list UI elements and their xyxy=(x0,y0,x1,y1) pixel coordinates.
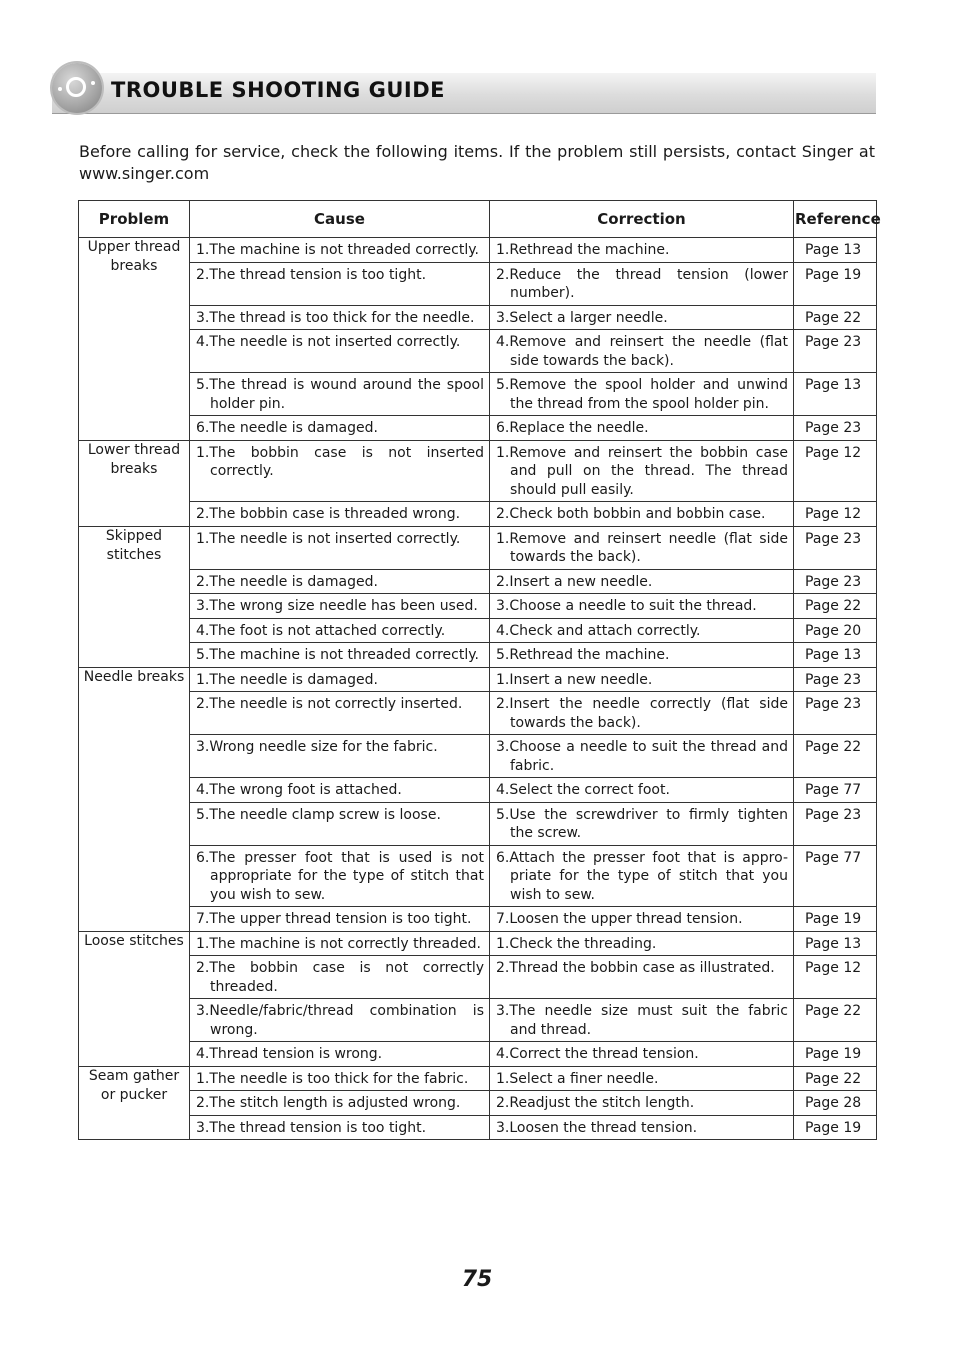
correction-cell xyxy=(490,262,794,305)
cause-cell xyxy=(190,802,490,845)
cause-cell xyxy=(190,526,490,569)
cause-text: 4.The needle is not inserted correctly. xyxy=(196,334,461,350)
cause-text: 6.The presser foot that is used is not appropriate for the type of stitch that you wish to sew. xyxy=(196,849,484,903)
reference-cell: Page 19 xyxy=(794,262,877,305)
correction-cell xyxy=(490,416,794,441)
table-row xyxy=(79,305,877,330)
table-row xyxy=(79,778,877,803)
cause-cell xyxy=(190,416,490,441)
correction-text: 1.Rethread the machine. xyxy=(496,242,670,258)
problem-cell: Upper thread breaks xyxy=(79,238,190,441)
correction-cell xyxy=(490,643,794,668)
table-row xyxy=(79,735,877,778)
cause-text: 2.The stitch length is adjusted wrong. xyxy=(196,1095,461,1111)
reference-cell: Page 19 xyxy=(794,1115,877,1140)
cause-text: 2.The needle is not correctly inserted. xyxy=(196,696,463,712)
reference-cell: Page 13 xyxy=(794,643,877,668)
table-row xyxy=(79,802,877,845)
reference-cell: Page 12 xyxy=(794,502,877,527)
reference-cell: Page 23 xyxy=(794,667,877,692)
cause-text: 5.The machine is not threaded correctly. xyxy=(196,647,479,663)
reference-cell: Page 77 xyxy=(794,845,877,907)
cause-text: 1.The machine is not correctly threaded. xyxy=(196,935,481,952)
header-reference: Reference xyxy=(794,201,877,238)
cause-text: 2.The bobbin case is threaded wrong. xyxy=(196,506,461,522)
correction-cell xyxy=(490,618,794,643)
problem-cell: Loose stitches xyxy=(79,931,190,1066)
cause-cell xyxy=(190,999,490,1042)
cause-text: 3.The wrong size needle has been used. xyxy=(196,598,478,614)
reference-cell: Page 20 xyxy=(794,618,877,643)
correction-cell xyxy=(490,238,794,263)
cause-cell xyxy=(190,845,490,907)
cause-text: 3.The thread is too thick for the needle. xyxy=(196,309,475,326)
reference-cell: Page 23 xyxy=(794,692,877,735)
singer-logo-icon xyxy=(52,63,102,113)
cause-text: 6.The needle is damaged. xyxy=(196,420,378,436)
cause-text: 1.The needle is damaged. xyxy=(196,671,378,688)
cause-cell xyxy=(190,956,490,999)
cause-text: 1.The needle is not inserted correctly. xyxy=(196,530,461,547)
cause-text: 2.The thread tension is too tight. xyxy=(196,266,427,283)
table-row xyxy=(79,1091,877,1116)
correction-cell xyxy=(490,907,794,932)
cause-cell xyxy=(190,569,490,594)
reference-cell: Page 22 xyxy=(794,735,877,778)
correction-text: 2.Insert the needle correctly (flat side towards the back). xyxy=(496,696,788,731)
header-cause: Cause xyxy=(190,201,490,238)
reference-cell: Page 13 xyxy=(794,373,877,416)
table-row xyxy=(79,262,877,305)
cause-cell xyxy=(190,330,490,373)
correction-cell xyxy=(490,778,794,803)
correction-cell xyxy=(490,931,794,956)
reference-cell: Page 22 xyxy=(794,594,877,619)
cause-cell xyxy=(190,262,490,305)
correction-cell xyxy=(490,845,794,907)
table-row xyxy=(79,643,877,668)
reference-cell: Page 77 xyxy=(794,778,877,803)
cause-cell xyxy=(190,692,490,735)
problem-cell: Needle breaks xyxy=(79,667,190,931)
correction-text: 1.Insert a new needle. xyxy=(496,671,653,688)
correction-text: 4.Correct the thread tension. xyxy=(496,1046,699,1062)
table-row xyxy=(79,238,877,263)
reference-cell: Page 22 xyxy=(794,305,877,330)
table-row xyxy=(79,373,877,416)
cause-text: 3.Needle/fabric/thread combination is wrong. xyxy=(196,1003,484,1038)
table-row xyxy=(79,999,877,1042)
table-row xyxy=(79,907,877,932)
table-row xyxy=(79,330,877,373)
cause-cell xyxy=(190,667,490,692)
correction-cell xyxy=(490,956,794,999)
problem-cell: Seam gather or pucker xyxy=(79,1066,190,1140)
cause-text: 3.The thread tension is too tight. xyxy=(196,1119,427,1136)
cause-text: 5.The thread is wound around the spool holder pin. xyxy=(196,377,484,412)
table-row xyxy=(79,956,877,999)
troubleshooting-table xyxy=(78,200,881,1140)
header-correction: Correction xyxy=(490,201,794,238)
reference-cell: Page 12 xyxy=(794,956,877,999)
cause-cell xyxy=(190,1042,490,1067)
cause-text: 5.The needle clamp screw is loose. xyxy=(196,806,441,823)
correction-cell xyxy=(490,526,794,569)
table-row xyxy=(79,692,877,735)
correction-cell xyxy=(490,1042,794,1067)
correction-text: 4.Select the correct foot. xyxy=(496,782,670,798)
cause-cell xyxy=(190,594,490,619)
reference-cell: Page 13 xyxy=(794,238,877,263)
table-row xyxy=(79,845,877,907)
table-row xyxy=(79,440,877,502)
cause-text: 3.Wrong needle size for the fabric. xyxy=(196,739,438,755)
problem-cell: Skipped stitches xyxy=(79,526,190,667)
reference-cell: Page 23 xyxy=(794,569,877,594)
correction-cell xyxy=(490,999,794,1042)
correction-text: 2.Insert a new needle. xyxy=(496,573,653,590)
reference-cell: Page 23 xyxy=(794,416,877,441)
correction-text: 5.Remove the spool holder and unwind the thread from the spool holder pin. xyxy=(496,377,788,412)
correction-text: 3.Choose a needle to suit the thread. xyxy=(496,598,757,614)
correction-cell xyxy=(490,569,794,594)
cause-cell xyxy=(190,440,490,502)
table-row xyxy=(79,618,877,643)
cause-text: 2.The bobbin case is not correctly threaded. xyxy=(196,960,484,995)
correction-text: 3.Choose a needle to suit the thread and fabric. xyxy=(496,739,788,774)
correction-text: 5.Use the screwdriver to firmly tighten the screw. xyxy=(496,806,788,841)
reference-cell: Page 19 xyxy=(794,1042,877,1067)
cause-cell xyxy=(190,778,490,803)
cause-cell xyxy=(190,238,490,263)
correction-text: 3.Select a larger needle. xyxy=(496,309,668,326)
correction-text: 6.Attach the presser foot that is appro-priate for the type of stitch that you wish to sew. xyxy=(496,849,788,903)
page-number: 75 xyxy=(461,1267,493,1292)
reference-cell: Page 23 xyxy=(794,330,877,373)
correction-text: 6.Replace the needle. xyxy=(496,420,649,436)
correction-cell xyxy=(490,667,794,692)
correction-cell xyxy=(490,440,794,502)
cause-cell xyxy=(190,305,490,330)
cause-text: 7.The upper thread tension is too tight. xyxy=(196,911,472,927)
correction-text: 3.The needle size must suit the fabric and thread. xyxy=(496,1003,788,1038)
cause-cell xyxy=(190,1091,490,1116)
table-row xyxy=(79,526,877,569)
cause-text: 1.The needle is too thick for the fabric. xyxy=(196,1070,469,1087)
table-row xyxy=(79,1115,877,1140)
correction-cell xyxy=(490,1091,794,1116)
header-problem: Problem xyxy=(79,201,190,238)
reference-cell: Page 28 xyxy=(794,1091,877,1116)
correction-text: 1.Check the threading. xyxy=(496,935,657,952)
correction-text: 2.Reduce the thread tension (lower number). xyxy=(496,266,788,301)
correction-cell xyxy=(490,594,794,619)
reference-cell: Page 23 xyxy=(794,526,877,569)
cause-text: 4.The wrong foot is attached. xyxy=(196,782,402,798)
cause-cell xyxy=(190,931,490,956)
correction-text: 1.Select a finer needle. xyxy=(496,1070,659,1087)
correction-text: 5.Rethread the machine. xyxy=(496,647,670,663)
table-row xyxy=(79,1066,877,1091)
cause-text: 4.Thread tension is wrong. xyxy=(196,1046,383,1062)
correction-cell xyxy=(490,1066,794,1091)
cause-cell xyxy=(190,618,490,643)
cause-cell xyxy=(190,373,490,416)
table-row xyxy=(79,931,877,956)
correction-cell xyxy=(490,1115,794,1140)
correction-text: 2.Check both bobbin and bobbin case. xyxy=(496,506,766,522)
table-row xyxy=(79,667,877,692)
correction-cell xyxy=(490,502,794,527)
correction-cell xyxy=(490,305,794,330)
reference-cell: Page 12 xyxy=(794,440,877,502)
cause-cell xyxy=(190,735,490,778)
reference-cell: Page 22 xyxy=(794,1066,877,1091)
page-title: TROUBLE SHOOTING GUIDE xyxy=(111,78,445,102)
table-row xyxy=(79,1042,877,1067)
cause-cell xyxy=(190,1066,490,1091)
correction-cell xyxy=(490,735,794,778)
correction-text: 2.Thread the bobbin case as illustrated. xyxy=(496,960,775,976)
cause-cell xyxy=(190,643,490,668)
table-body xyxy=(79,238,877,1140)
correction-text: 1.Remove and reinsert needle (flat side towards the back). xyxy=(496,530,788,565)
table-row xyxy=(79,569,877,594)
correction-text: 1.Remove and reinsert the bobbin case and pull on the thread. The thread should pull easily. xyxy=(496,444,788,498)
correction-text: 4.Check and attach correctly. xyxy=(496,622,701,639)
correction-cell xyxy=(490,692,794,735)
reference-cell: Page 19 xyxy=(794,907,877,932)
correction-text: 3.Loosen the thread tension. xyxy=(496,1119,698,1136)
correction-cell xyxy=(490,802,794,845)
cause-text: 1.The bobbin case is not inserted correctly. xyxy=(196,444,484,479)
intro-paragraph: Before calling for service, check the following items. If the problem still persists, contact Singer at www.singer.com xyxy=(79,142,875,183)
reference-cell: Page 23 xyxy=(794,802,877,845)
correction-cell xyxy=(490,373,794,416)
cause-text: 1.The machine is not threaded correctly. xyxy=(196,242,479,258)
table-row xyxy=(79,502,877,527)
correction-text: 2.Readjust the stitch length. xyxy=(496,1095,695,1111)
reference-cell: Page 13 xyxy=(794,931,877,956)
cause-text: 2.The needle is damaged. xyxy=(196,573,378,590)
cause-text: 4.The foot is not attached correctly. xyxy=(196,622,446,639)
correction-text: 7.Loosen the upper thread tension. xyxy=(496,911,743,927)
cause-cell xyxy=(190,502,490,527)
reference-cell: Page 22 xyxy=(794,999,877,1042)
table-row xyxy=(79,416,877,441)
table-header-row xyxy=(79,201,877,238)
problem-cell: Lower thread breaks xyxy=(79,440,190,526)
correction-text: 4.Remove and reinsert the needle (flat side towards the back). xyxy=(496,334,788,369)
correction-cell xyxy=(490,330,794,373)
cause-cell xyxy=(190,1115,490,1140)
cause-cell xyxy=(190,907,490,932)
table-row xyxy=(79,594,877,619)
